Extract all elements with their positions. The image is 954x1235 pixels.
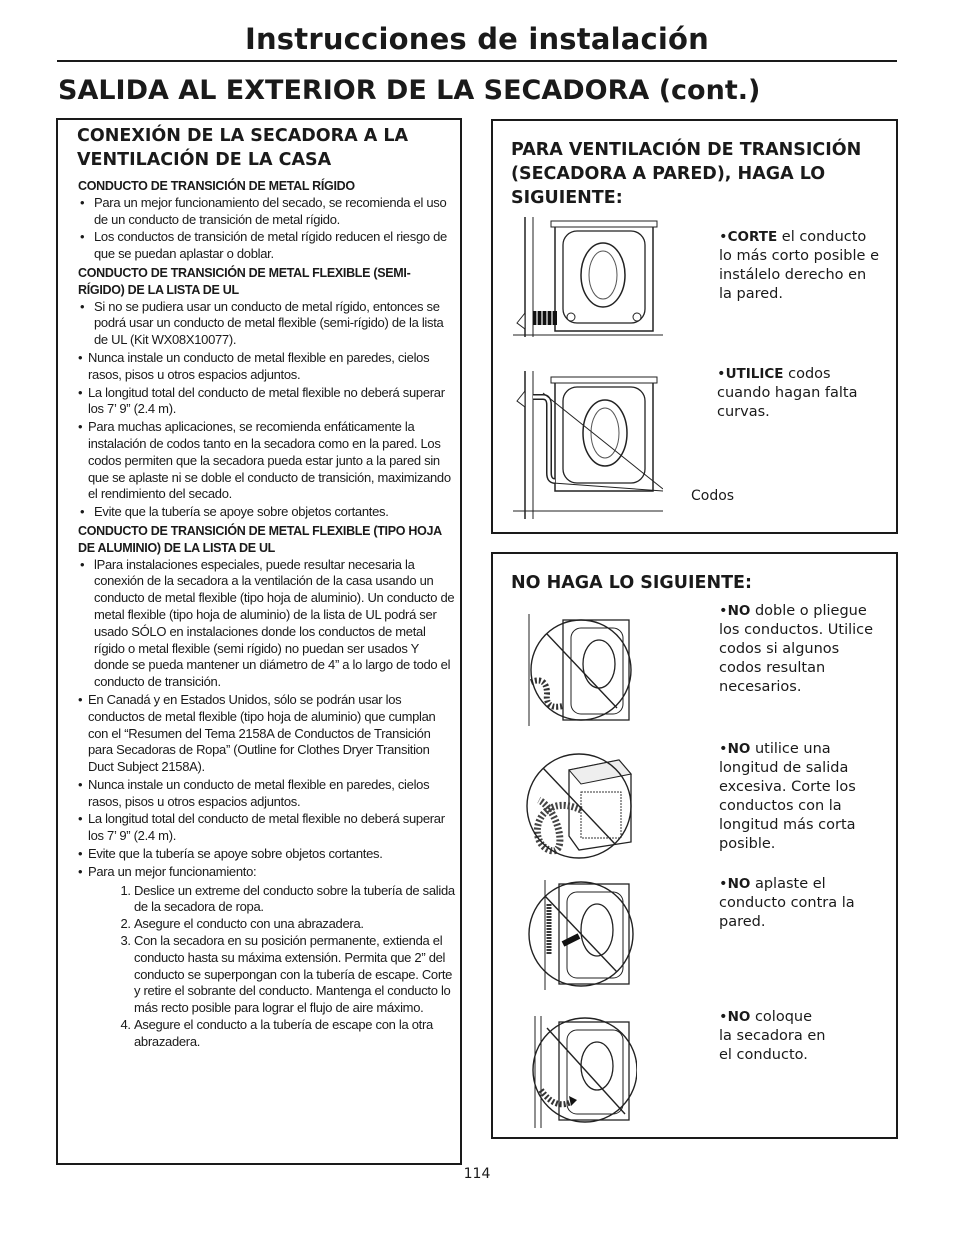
note-text: coloque la secadora en el conducto. (719, 1009, 826, 1063)
foil-duct-subtitle: CONDUCTO DE TRANSICIÓN DE METAL FLEXIBLE (TIPO HOJA DE ALUMINIO) DE LA LISTA DE UL (78, 523, 442, 555)
note-keyword: NO (727, 603, 751, 619)
list-item: • Evite que la tubería se apoye sobre objetos cortantes. (78, 846, 456, 863)
list-item: • La longitud total del conducto de metal flexible no deberá superar los 7’ 9” (2.4 m). (78, 811, 456, 845)
step-item: 2. Asegure el conducto con una abrazadera. (134, 916, 456, 933)
list-item: • La longitud total del conducto de metal flexible no deberá superar los 7’ 9” (2.4 m). (78, 385, 456, 419)
section-title: SALIDA AL EXTERIOR DE LA SECADORA (cont.) (58, 75, 761, 106)
foil-duct-list (78, 557, 456, 881)
codos-label: Codos (691, 488, 735, 504)
page-header-title: Instrucciones de instalación (244, 22, 710, 56)
note-keyword: CORTE (727, 229, 778, 245)
transition-vent-panel (491, 119, 898, 534)
semi-rigid-duct-list (78, 299, 456, 521)
header-rule (57, 60, 897, 62)
note-keyword: UTILICE (725, 366, 784, 382)
list-item: • Nunca instale un conducto de metal flexible en paredes, cielos rasos, pisos u otros espacios adjuntos. (78, 350, 456, 384)
note-text: aplaste el conducto contra la pared. (719, 876, 855, 930)
note-text: utilice una longitud de salida excesiva. Corte los conductos con la longitud más corta posible. (719, 741, 856, 852)
step-item: 1. Deslice un extreme del conducto sobre la tubería de salida de la secadora de ropa. (134, 883, 456, 917)
list-item: • En Canadá y en Estados Unidos, sólo se podrán usar los conductos de metal flexible (tipo hoja de aluminio) que cumplan con el “Resumen del Tema 2158A de Conductos de Transición para Secadoras de Ropa” (Outline for Clothes Dryer Transition Duct Subject 2158A). (78, 692, 456, 776)
no-dryer-on-duct-note: •NO coloque la secadora en el conducto. (719, 1009, 826, 1063)
list-item: • Si no se pudiera usar un conducto de metal rígido, entonces se podrá usar un conducto de metal flexible (semi-rígido) de la lista de UL (Kit WX08X10077). (78, 299, 456, 349)
note-keyword: NO (727, 1009, 751, 1025)
cut-short-note: •CORTE el conducto lo más corto posible e instálelo derecho en la pared. (719, 229, 879, 302)
list-item: • Para muchas aplicaciones, se recomienda enfáticamente la instalación de codos tanto en la secadora como en la pared. Los codos permiten que la secadora pueda estar junto a la pared sin que se aplaste ni se doble el conducto de transición, maximizando el rendimiento del secado. (78, 419, 456, 503)
note-keyword: NO (727, 876, 751, 892)
no-excess-length-illustration (519, 750, 639, 862)
no-kink-duct-illustration (525, 614, 637, 726)
list-item: • Para un mejor funcionamiento: (78, 864, 456, 881)
panel-heading: CONEXIÓN DE LA SECADORA A LA VENTILACIÓN DE LA CASA (77, 126, 409, 170)
page-number: 114 (463, 1166, 491, 1182)
step-item: 4. Asegure el conducto a la tubería de escape con la otra abrazadera. (134, 1017, 456, 1051)
list-item: • Evite que la tubería se apoye sobre objetos cortantes. (78, 504, 456, 521)
house-vent-connection-panel (56, 118, 462, 1165)
semi-rigid-duct-subtitle: CONDUCTO DE TRANSICIÓN DE METAL FLEXIBLE (SEMI-RÍGIDO) DE LA LISTA DE UL (78, 265, 411, 297)
dryer-elbow-duct-illustration (513, 371, 663, 519)
list-item: • Nunca instale un conducto de metal flexible en paredes, cielos rasos, pisos u otros espacios adjuntos. (78, 777, 456, 811)
list-item: • Para un mejor funcionamiento del secado, se recomienda el uso de un conducto de transición de metal rígido. (78, 195, 456, 229)
do-not-panel (491, 552, 898, 1139)
rigid-duct-subtitle: CONDUCTO DE TRANSICIÓN DE METAL RÍGIDO (78, 179, 355, 193)
step-item: 3. Con la secadora en su posición permanente, extienda el conducto hasta su máxima extensión. Permita que 2” del conducto se superpongan con la tubería de escape. Corte y retire el sobrante del conducto. Mantenga el conducto lo más recto posible para lograr el flujo de aire máximo. (134, 933, 456, 1017)
panel-heading: NO HAGA LO SIGUIENTE: (511, 573, 752, 593)
note-keyword: NO (727, 741, 751, 757)
steps-list (78, 883, 456, 1051)
panel-body (78, 178, 456, 1051)
no-kink-note: •NO doble o pliegue los conductos. Utilice codos si algunos codos resultan necesarios. (719, 603, 874, 695)
rigid-duct-list (78, 195, 456, 263)
note-text: codos cuando hagan falta curvas. (717, 366, 858, 420)
note-text: doble o pliegue los conductos. Utilice codos si algunos codos resultan necesarios. (719, 603, 874, 695)
no-crush-note: •NO aplaste el conducto contra la pared. (719, 876, 855, 930)
use-elbows-note: •UTILICE codos cuando hagan falta curvas. (717, 366, 858, 420)
no-excess-note: •NO utilice una longitud de salida excesiva. Corte los conductos con la longitud más corta posible. (719, 741, 856, 852)
list-item: • lPara instalaciones especiales, puede resultar necesaria la conexión de la secadora a la ventilación de la casa usando un conducto de metal flexible (tipo hoja de aluminio). Un conducto de metal flexible (tipo hoja de aluminio) de la lista de UL podrá ser usado SÓLO en instalaciones donde los conductos de metal rígido o metal flexible (semi rígido) no puedan ser usados Y donde se pueda mantener un diámetro de 4” a lo largo de todo el conducto de transición. (78, 557, 456, 691)
no-crush-duct-illustration (525, 874, 637, 994)
no-dryer-on-duct-illustration (525, 1010, 637, 1130)
note-text: el conducto lo más corto posible e instálelo derecho en la pared. (719, 229, 879, 302)
dryer-straight-duct-illustration (513, 217, 663, 337)
list-item: • Los conductos de transición de metal rígido reducen el riesgo de que se puedan aplastar o doblar. (78, 229, 456, 263)
panel-heading: PARA VENTILACIÓN DE TRANSICIÓN (SECADORA A PARED), HAGA LO SIGUIENTE: (511, 140, 862, 208)
